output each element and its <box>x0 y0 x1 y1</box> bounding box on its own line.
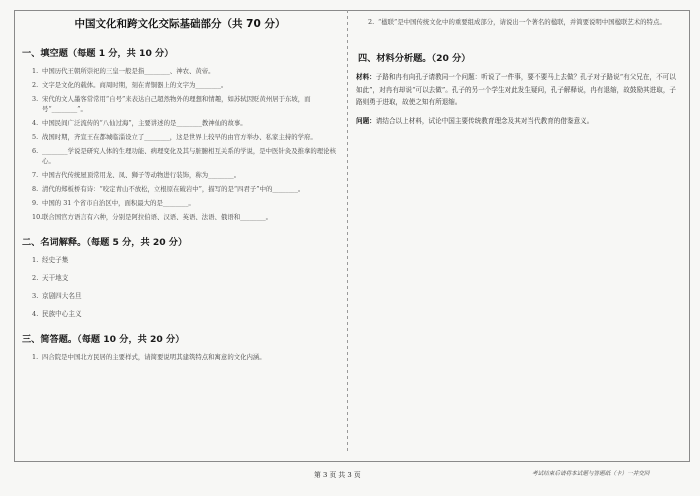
section-2-heading: 二、名词解释。（每题 5 分，共 20 分） <box>22 237 188 248</box>
term-item: 3. 京剧四大名旦 <box>32 292 82 300</box>
column-divider <box>347 10 348 452</box>
fill-in-list <box>20 66 340 222</box>
material-paragraph <box>356 71 682 109</box>
page-title: 中国文化和跨文化交际基础部分（共 70 分） <box>74 18 286 30</box>
short-answer-item: 2. “楹联”是中国传统文化中的重要组成部分，请说出一个著名的楹联，并简要说明中国楹联艺术的特点。 <box>368 18 666 26</box>
question-item: 6. ________学说是研究人体的生理功能、病理变化及其与脏腑相互关系的学说，是中医针灸及推拿的理论核心。 <box>32 147 336 165</box>
question-paragraph <box>356 115 682 128</box>
term-list <box>20 255 340 319</box>
question-text: 请结合以上材料，试论中国主要传统教育理念及其对当代教育的借鉴意义。 <box>375 116 594 125</box>
question-item: 8. 清代的郑板桥有诗：“咬定青山不放松，立根原在破岩中”，描写的是“四君子”中的________。 <box>32 185 305 193</box>
question-item: 1. 中国历代王朝所崇祀的三皇一般是指________、神农、黄帝。 <box>32 67 215 75</box>
footer-note: 考试结束后请将本试题与答题纸（卡）一并交回 <box>532 471 650 477</box>
left-column <box>20 16 340 366</box>
term-item: 2. 天干地支 <box>32 274 69 282</box>
short-answer-item: 1. 四合院是中国北方民居的主要样式，请简要说明其建筑特点和寓意的文化内涵。 <box>32 353 266 361</box>
question-item: 3. 宋代的文人墨客常常用“自号”来表达自己超然物外的理想和情趣，如苏轼因贬黄州居于东坡，而号“________”。 <box>32 95 311 113</box>
term-item: 4. 民族中心主义 <box>32 310 82 318</box>
question-item: 2. 文字是文化的载体。商周时期，刻在青铜器上的文字为________。 <box>32 81 228 89</box>
question-item: 10.联合国官方语言有六种，分别是阿拉伯语、汉语、英语、法语、俄语和________。 <box>32 213 273 221</box>
question-item: 4. 中国民间广泛流传的“八仙过海”，主要讲述的是________教神仙的故事。 <box>32 119 247 127</box>
question-item: 7. 中国古代传统屋顶常用龙、凤、狮子等动物进行装饰，称为________。 <box>32 171 241 179</box>
material-text: 子路和冉有向孔子请教同一个问题：听说了一件事，要不要马上去做？孔子对子路说“有父兄在，不可以如此”，对冉有却说“可以去做”。孔子的另一个学生对此发生疑问，孔子解释说，冉有退缩，故鼓励其进取，子路则勇于进取，故使之知有所退缩。 <box>356 73 677 106</box>
section-4-heading: 四、材料分析题。（20 分） <box>358 53 471 64</box>
question-label: 问题： <box>356 116 376 125</box>
right-column <box>356 16 682 127</box>
section-3-heading: 三、简答题。（每题 10 分，共 20 分） <box>22 334 185 345</box>
material-label: 材料： <box>356 73 376 81</box>
term-item: 1. 经史子集 <box>32 256 69 264</box>
page-footer <box>0 469 700 489</box>
question-item: 5. 战国时期，齐宣王在都城临淄设立了________，这是世界上较早的由官方举办、私家主持的学府。 <box>32 133 317 141</box>
page-number: 第 3 页 共 3 页 <box>314 471 361 479</box>
question-item: 9. 中国的 31 个省市自治区中，面积最大的是________。 <box>32 199 195 207</box>
section-1-heading: 一、填空题（每题 1 分，共 10 分） <box>22 48 174 59</box>
